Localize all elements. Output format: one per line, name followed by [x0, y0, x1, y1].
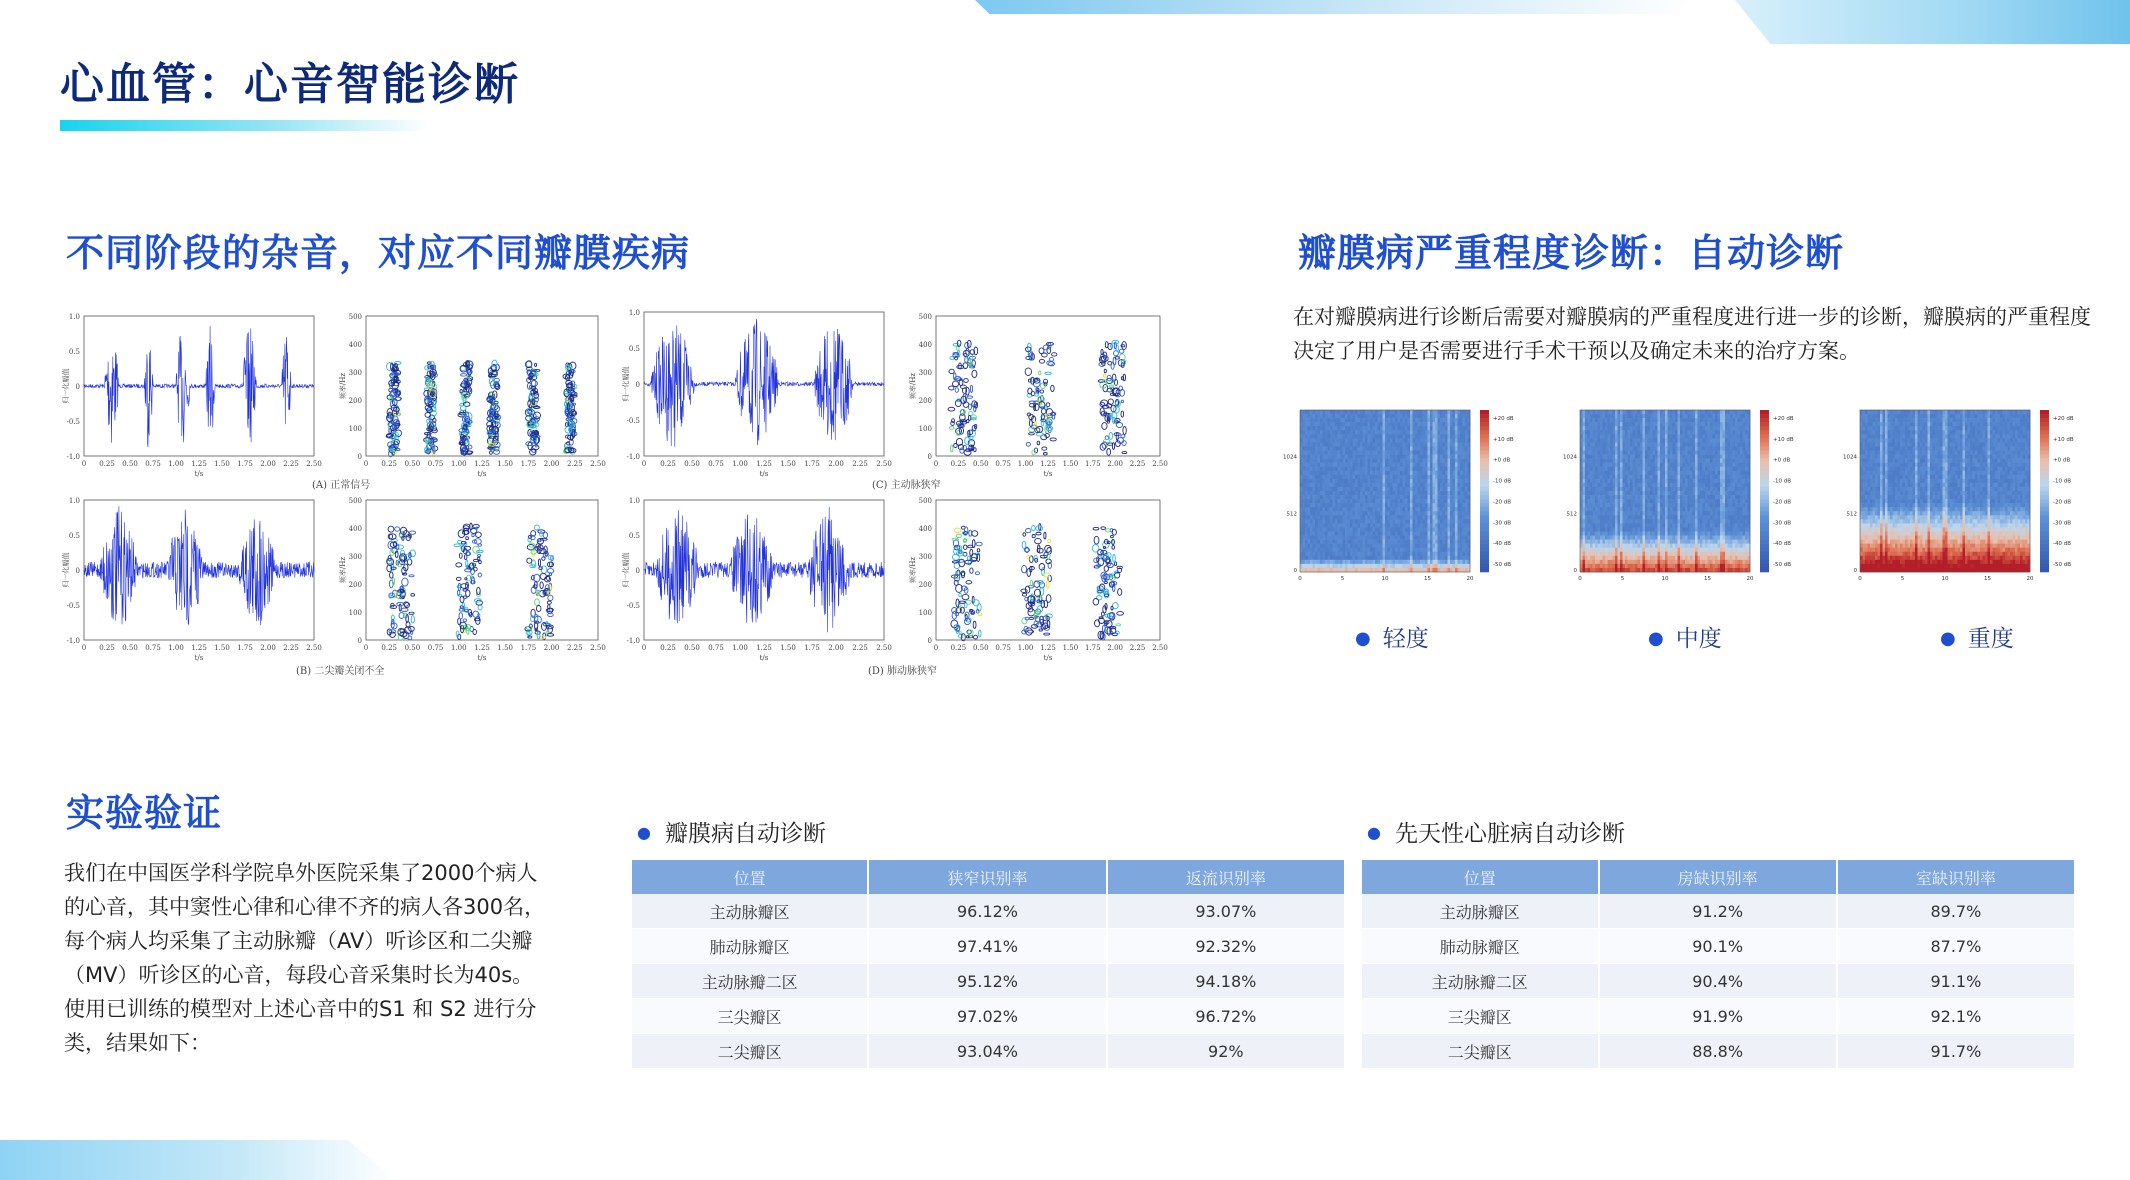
svg-text:500: 500: [918, 497, 932, 505]
svg-text:2.50: 2.50: [306, 644, 322, 652]
table-cell: 96.72%: [1107, 999, 1345, 1034]
svg-text:-30 dB: -30 dB: [1493, 520, 1511, 527]
svg-text:0: 0: [363, 644, 369, 652]
svg-text:400: 400: [348, 525, 362, 533]
svg-text:0: 0: [75, 567, 80, 575]
svg-text:0: 0: [635, 567, 640, 575]
svg-text:15: 15: [1424, 576, 1431, 582]
svg-text:1.25: 1.25: [191, 644, 207, 652]
svg-text:0.75: 0.75: [708, 644, 724, 652]
svg-text:2.25: 2.25: [283, 644, 299, 652]
svg-text:0: 0: [933, 460, 939, 468]
svg-text:1.50: 1.50: [780, 644, 796, 652]
svg-text:t/s: t/s: [477, 654, 487, 662]
table-header-row: [1362, 860, 2075, 894]
svg-text:频率/Hz: 频率/Hz: [909, 556, 917, 584]
title-underline: [60, 120, 430, 131]
svg-text:2.25: 2.25: [852, 460, 868, 468]
table-cell: 92%: [1107, 1034, 1345, 1069]
figure-caption-a: (A) 正常信号: [312, 480, 371, 491]
figure-caption-b: (B) 二尖瓣关闭不全: [296, 666, 385, 677]
svg-text:-0.5: -0.5: [66, 602, 80, 610]
spectrogram-panel-b: [338, 492, 606, 662]
svg-text:0.25: 0.25: [99, 644, 115, 652]
svg-text:0.50: 0.50: [973, 644, 989, 652]
svg-text:0.75: 0.75: [427, 644, 444, 652]
svg-text:1.25: 1.25: [756, 644, 772, 652]
table-row: [632, 964, 1345, 999]
svg-text:1.75: 1.75: [520, 460, 537, 468]
waveform-panel-c: [622, 304, 892, 478]
svg-text:100: 100: [918, 425, 932, 433]
svg-text:1.0: 1.0: [628, 497, 640, 505]
figure-caption-d: (D) 肺动脉狭窄: [868, 666, 937, 677]
svg-text:0: 0: [81, 644, 87, 652]
svg-text:200: 200: [348, 397, 362, 405]
severity-label-moderate: ● 中度: [1648, 626, 1722, 652]
svg-text:-0.5: -0.5: [626, 602, 640, 610]
svg-text:0: 0: [1293, 568, 1297, 574]
svg-text:2.50: 2.50: [306, 460, 322, 468]
table-cell: 96.12%: [868, 894, 1106, 929]
svg-text:500: 500: [348, 497, 362, 505]
svg-text:2.00: 2.00: [828, 460, 844, 468]
table-cell: 89.7%: [1837, 894, 2075, 929]
svg-text:512: 512: [1286, 511, 1297, 518]
svg-text:t/s: t/s: [1043, 470, 1053, 478]
experiment-description: 我们在中国医学科学院阜外医院采集了2000个病人的心音，其中窦性心律和心律不齐的病人各300名，每个病人均采集了主动脉瓣（AV）听诊区和二尖瓣（MV）听诊区的心音，每段心音采集时长为40s。使用已训练的模型对上述心音中的S1 和 S2 进行分类，结果如下：: [64, 861, 546, 1055]
svg-text:2.00: 2.00: [828, 644, 844, 652]
svg-text:1.50: 1.50: [1062, 644, 1079, 652]
svg-text:-40 dB: -40 dB: [1493, 541, 1511, 548]
svg-text:0: 0: [927, 637, 932, 645]
svg-text:1.00: 1.00: [1017, 460, 1034, 468]
svg-text:1.0: 1.0: [628, 309, 640, 317]
svg-text:2.00: 2.00: [543, 460, 560, 468]
table-cell: 91.1%: [1837, 964, 2075, 999]
svg-text:t/s: t/s: [759, 470, 769, 478]
svg-text:2.00: 2.00: [1107, 460, 1123, 468]
svg-text:200: 200: [348, 581, 362, 589]
spectrogram-panel-c: [908, 308, 1168, 478]
table-cell: 肺动脉瓣区: [1362, 929, 1599, 964]
table-cell: 二尖瓣区: [1362, 1034, 1599, 1069]
table-cell: 95.12%: [868, 964, 1106, 999]
svg-text:200: 200: [918, 397, 932, 405]
table-cell: 主动脉瓣二区: [1362, 964, 1599, 999]
table-cell: 三尖瓣区: [1362, 999, 1599, 1034]
svg-text:0: 0: [357, 453, 362, 461]
svg-text:1.00: 1.00: [168, 460, 184, 468]
svg-text:-1.0: -1.0: [626, 453, 640, 461]
svg-text:1.50: 1.50: [214, 644, 230, 652]
table-row: [1362, 894, 2075, 929]
svg-text:0.25: 0.25: [381, 460, 397, 468]
svg-text:t/s: t/s: [1043, 654, 1053, 662]
table-cell: 97.02%: [868, 999, 1106, 1034]
svg-text:0.5: 0.5: [68, 348, 80, 356]
congenital-table-title: ● 先天性心脏病自动诊断: [1367, 821, 1625, 847]
table-row: [632, 1034, 1345, 1069]
table-cell: 90.1%: [1599, 929, 1837, 964]
table-cell: 92.32%: [1107, 929, 1345, 964]
svg-text:+10 dB: +10 dB: [1493, 436, 1514, 443]
svg-text:0.50: 0.50: [122, 644, 138, 652]
svg-text:500: 500: [348, 313, 362, 321]
svg-text:1.50: 1.50: [214, 460, 230, 468]
svg-text:0.25: 0.25: [950, 644, 967, 652]
table-cell: 90.4%: [1599, 964, 1837, 999]
svg-text:0: 0: [641, 644, 647, 652]
svg-text:+20 dB: +20 dB: [1493, 416, 1514, 422]
severity-label-mild: ● 轻度: [1355, 626, 1429, 652]
svg-text:0.50: 0.50: [404, 644, 421, 652]
svg-text:10: 10: [1381, 576, 1389, 582]
svg-text:2.50: 2.50: [1152, 644, 1168, 652]
svg-text:0.75: 0.75: [145, 460, 161, 468]
svg-text:0: 0: [75, 383, 80, 391]
svg-text:t/s: t/s: [194, 654, 204, 662]
svg-text:-1.0: -1.0: [66, 637, 80, 645]
svg-text:2.25: 2.25: [283, 460, 299, 468]
waveform-panel-a: [62, 308, 322, 478]
bottom-left-decoration: [0, 1140, 395, 1180]
svg-text:t/s: t/s: [759, 654, 769, 662]
svg-text:+0 dB: +0 dB: [1493, 457, 1511, 464]
svg-text:300: 300: [348, 369, 362, 377]
svg-text:1.25: 1.25: [756, 460, 772, 468]
table-row: [632, 929, 1345, 964]
table-cell: 93.04%: [868, 1034, 1106, 1069]
svg-text:2.00: 2.00: [260, 644, 276, 652]
spectrogram-mild: [1272, 396, 1532, 602]
svg-text:1.25: 1.25: [1040, 644, 1056, 652]
svg-text:-1.0: -1.0: [66, 453, 80, 461]
svg-text:300: 300: [918, 553, 932, 561]
svg-text:1.0: 1.0: [68, 313, 80, 321]
svg-text:1.25: 1.25: [1040, 460, 1056, 468]
svg-text:0.50: 0.50: [684, 644, 700, 652]
table-cell: 91.7%: [1837, 1034, 2075, 1069]
table-row: [1362, 964, 2075, 999]
svg-text:2.25: 2.25: [567, 460, 583, 468]
svg-text:0: 0: [641, 460, 647, 468]
bullet-icon: ●: [1355, 628, 1371, 649]
svg-text:归一化幅值: 归一化幅值: [622, 552, 630, 588]
svg-text:1.25: 1.25: [191, 460, 207, 468]
spectrogram-severe: [1832, 396, 2092, 602]
svg-text:0.25: 0.25: [99, 460, 115, 468]
svg-text:1.50: 1.50: [780, 460, 796, 468]
table-cell: 91.9%: [1599, 999, 1837, 1034]
svg-text:0.25: 0.25: [950, 460, 967, 468]
table-cell: 87.7%: [1837, 929, 2075, 964]
top-decoration-bar: [975, 0, 1695, 14]
waveform-panel-b: [62, 492, 322, 662]
svg-text:2.50: 2.50: [1152, 460, 1168, 468]
severity-label-severe: ● 重度: [1940, 626, 2014, 652]
svg-text:归一化幅值: 归一化幅值: [622, 366, 630, 402]
table-cell: 94.18%: [1107, 964, 1345, 999]
column-header: 室缺识别率: [1837, 860, 2075, 894]
table-row: [1362, 1034, 2075, 1069]
svg-text:500: 500: [918, 313, 932, 321]
table-cell: 主动脉瓣区: [1362, 894, 1599, 929]
svg-text:2.50: 2.50: [876, 644, 892, 652]
bullet-icon: ●: [1367, 823, 1381, 842]
spectrogram-panel-a: [338, 308, 606, 478]
svg-text:400: 400: [918, 341, 932, 349]
svg-text:频率/Hz: 频率/Hz: [339, 556, 347, 584]
svg-text:-10 dB: -10 dB: [1493, 478, 1511, 485]
svg-text:0.50: 0.50: [404, 460, 421, 468]
table-row: [1362, 999, 2075, 1034]
svg-text:0.25: 0.25: [660, 644, 676, 652]
svg-text:1.75: 1.75: [804, 644, 820, 652]
svg-text:1.50: 1.50: [497, 644, 513, 652]
heart-sound-figure: [62, 300, 1168, 677]
svg-text:频率/Hz: 频率/Hz: [909, 372, 917, 400]
svg-text:0.50: 0.50: [973, 460, 989, 468]
svg-text:2.50: 2.50: [590, 644, 606, 652]
svg-text:频率/Hz: 频率/Hz: [339, 372, 347, 400]
svg-text:0: 0: [927, 453, 932, 461]
svg-text:0: 0: [81, 460, 87, 468]
severity-section-title: 瓣膜病严重程度诊断：自动诊断: [1298, 231, 1845, 275]
svg-text:1.75: 1.75: [1085, 460, 1101, 468]
svg-text:0: 0: [635, 381, 640, 389]
spectrogram-moderate: [1552, 396, 1812, 602]
svg-text:100: 100: [348, 609, 362, 617]
svg-text:1.75: 1.75: [520, 644, 537, 652]
bullet-icon: ●: [1940, 628, 1956, 649]
svg-text:2.50: 2.50: [590, 460, 606, 468]
svg-text:1.00: 1.00: [168, 644, 184, 652]
svg-text:300: 300: [348, 553, 362, 561]
table-row: [1362, 929, 2075, 964]
svg-text:0: 0: [933, 644, 939, 652]
svg-text:2.00: 2.00: [1107, 644, 1123, 652]
svg-text:-1.0: -1.0: [626, 637, 640, 645]
svg-text:1.25: 1.25: [474, 460, 490, 468]
svg-text:0: 0: [363, 460, 369, 468]
table-cell: 93.07%: [1107, 894, 1345, 929]
bullet-icon: ●: [1648, 628, 1664, 649]
table-cell: 肺动脉瓣区: [632, 929, 868, 964]
svg-text:1.75: 1.75: [237, 460, 253, 468]
svg-text:100: 100: [918, 609, 932, 617]
svg-text:1.75: 1.75: [237, 644, 253, 652]
murmur-section-title: 不同阶段的杂音，对应不同瓣膜疾病: [66, 231, 691, 275]
svg-text:1.00: 1.00: [732, 460, 748, 468]
spectrogram-panel-d: [908, 492, 1168, 662]
table-row: [632, 894, 1345, 929]
svg-text:2.50: 2.50: [876, 460, 892, 468]
svg-text:-0.5: -0.5: [626, 417, 640, 425]
svg-text:0.75: 0.75: [708, 460, 724, 468]
table-row: [632, 999, 1345, 1034]
valve-diagnosis-table: [632, 860, 1346, 1069]
svg-text:0.5: 0.5: [628, 345, 640, 353]
top-right-decoration: [1735, 0, 2130, 44]
page-title: 心血管：心音智能诊断: [60, 59, 520, 110]
svg-text:0: 0: [357, 637, 362, 645]
svg-text:0.75: 0.75: [995, 644, 1011, 652]
column-header: 返流识别率: [1107, 860, 1345, 894]
svg-text:0.5: 0.5: [68, 532, 80, 540]
svg-text:1.75: 1.75: [1085, 644, 1101, 652]
svg-text:t/s: t/s: [477, 470, 487, 478]
svg-text:0.75: 0.75: [145, 644, 161, 652]
experiment-title: 实验验证: [66, 791, 223, 835]
figure-caption-c: (C) 主动脉狭窄: [872, 480, 941, 491]
svg-text:1024: 1024: [1283, 454, 1297, 461]
svg-text:1.75: 1.75: [804, 460, 820, 468]
waveform-panel-d: [622, 492, 892, 662]
svg-text:1.50: 1.50: [1062, 460, 1079, 468]
svg-text:400: 400: [348, 341, 362, 349]
svg-text:20: 20: [1466, 576, 1474, 582]
severity-description: 在对瓣膜病进行诊断后需要对瓣膜病的严重程度进行进一步的诊断，瓣膜病的严重程度决定了用户是否需要进行手术干预以及确定未来的治疗方案。: [1293, 305, 2091, 363]
svg-text:1.50: 1.50: [497, 460, 513, 468]
congenital-diagnosis-table: [1362, 860, 2076, 1069]
svg-text:归一化幅值: 归一化幅值: [62, 368, 70, 404]
svg-text:400: 400: [918, 525, 932, 533]
column-header: 房缺识别率: [1599, 860, 1837, 894]
table-cell: 三尖瓣区: [632, 999, 868, 1034]
table-cell: 92.1%: [1837, 999, 2075, 1034]
table-cell: 88.8%: [1599, 1034, 1837, 1069]
svg-text:0.25: 0.25: [660, 460, 676, 468]
svg-text:1.00: 1.00: [451, 644, 467, 652]
svg-text:100: 100: [348, 425, 362, 433]
svg-text:5: 5: [1340, 576, 1345, 582]
column-header: 位置: [1362, 860, 1599, 894]
svg-text:t/s: t/s: [194, 470, 204, 478]
svg-text:1.25: 1.25: [474, 644, 490, 652]
svg-text:0.25: 0.25: [381, 644, 397, 652]
svg-text:0.50: 0.50: [684, 460, 700, 468]
svg-text:2.00: 2.00: [260, 460, 276, 468]
svg-text:300: 300: [918, 369, 932, 377]
svg-text:200: 200: [918, 581, 932, 589]
svg-text:0.75: 0.75: [427, 460, 444, 468]
svg-text:1.00: 1.00: [451, 460, 467, 468]
table-cell: 主动脉瓣区: [632, 894, 868, 929]
column-header: 位置: [632, 860, 868, 894]
svg-text:0: 0: [1298, 576, 1302, 582]
svg-text:2.25: 2.25: [1129, 460, 1146, 468]
table-cell: 91.2%: [1599, 894, 1837, 929]
table-header-row: [632, 860, 1345, 894]
table-cell: 97.41%: [868, 929, 1106, 964]
svg-text:2.25: 2.25: [567, 644, 583, 652]
svg-text:1.00: 1.00: [732, 644, 748, 652]
valve-table-title: ● 瓣膜病自动诊断: [637, 821, 826, 847]
table-cell: 二尖瓣区: [632, 1034, 868, 1069]
svg-text:2.25: 2.25: [852, 644, 868, 652]
svg-text:1.00: 1.00: [1017, 644, 1034, 652]
svg-text:-50 dB: -50 dB: [1493, 562, 1511, 568]
column-header: 狭窄识别率: [868, 860, 1106, 894]
table-cell: 主动脉瓣二区: [632, 964, 868, 999]
svg-text:0.5: 0.5: [628, 532, 640, 540]
svg-text:-20 dB: -20 dB: [1493, 499, 1511, 506]
svg-text:-0.5: -0.5: [66, 418, 80, 426]
svg-text:归一化幅值: 归一化幅值: [62, 552, 70, 588]
svg-text:2.25: 2.25: [1129, 644, 1146, 652]
svg-text:0.75: 0.75: [995, 460, 1011, 468]
svg-text:2.00: 2.00: [543, 644, 560, 652]
bullet-icon: ●: [637, 823, 651, 842]
svg-text:1.0: 1.0: [68, 497, 80, 505]
svg-text:0.50: 0.50: [122, 460, 138, 468]
